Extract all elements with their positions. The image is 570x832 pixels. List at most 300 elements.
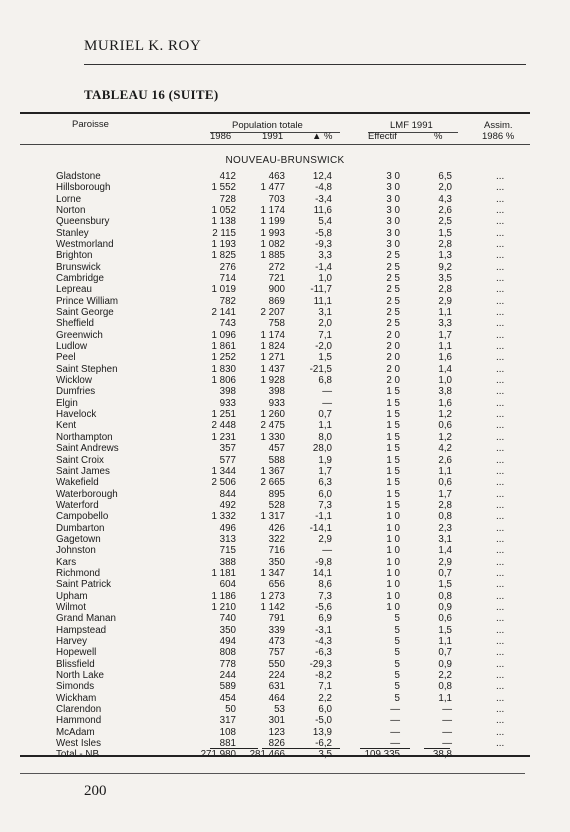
cell-pct: -1,4 [315, 261, 332, 273]
cell-lmf: — [442, 715, 452, 727]
cell-lmf: 0,7 [438, 647, 452, 659]
cell-lmf: 3,3 [438, 318, 452, 330]
cell-lmf: 2,9 [438, 556, 452, 568]
cell-lmf: 2,3 [438, 522, 452, 534]
cell-asm: ... [496, 329, 505, 341]
cell-name: Hopewell [56, 647, 97, 659]
cell-eff: 2 0 [386, 375, 400, 387]
table-row [0, 511, 570, 522]
cell-p91: 1 437 [260, 363, 285, 375]
cell-p91: 900 [268, 284, 285, 296]
cell-name: Greenwich [56, 329, 103, 341]
running-header-author: MURIEL K. ROY [84, 38, 202, 54]
cell-name: Cambridge [56, 273, 104, 285]
col-head-lmf-pct: % [434, 131, 443, 142]
cell-asm: ... [496, 295, 505, 307]
cell-asm: ... [496, 579, 505, 591]
cell-pct: -14,1 [309, 522, 332, 534]
cell-p91: 426 [268, 522, 285, 534]
cell-p86: 1 344 [211, 465, 236, 477]
cell-name: Dumfries [56, 386, 96, 398]
cell-pct: -9,8 [315, 556, 332, 568]
cell-lmf: 0,6 [438, 420, 452, 432]
table-row [0, 307, 570, 318]
table-row [0, 216, 570, 227]
cell-eff: 5 [394, 647, 400, 659]
cell-name: Northampton [56, 431, 113, 443]
cell-name: Gladstone [56, 171, 101, 182]
cell-lmf: 2,6 [438, 454, 452, 466]
cell-eff: 1 0 [386, 522, 400, 534]
cell-pct: 12,4 [312, 171, 332, 182]
cell-p91: 1 174 [260, 329, 285, 341]
cell-p86: 778 [219, 658, 236, 670]
cell-lmf: 3,5 [438, 273, 452, 285]
cell-eff: 1 0 [386, 567, 400, 579]
cell-lmf: 2,6 [438, 205, 452, 217]
cell-asm: ... [496, 681, 505, 693]
cell-eff: 1 5 [386, 420, 400, 432]
cell-pct: 3,3 [318, 250, 332, 262]
cell-p91: 1 273 [260, 590, 285, 602]
cell-pct: 2,0 [318, 318, 332, 330]
table-row [0, 375, 570, 386]
cell-p86: 1 861 [211, 341, 236, 353]
cell-p86: 740 [219, 613, 236, 625]
cell-eff: 1 5 [386, 499, 400, 511]
cell-asm: ... [496, 692, 505, 704]
cell-p86: 2 448 [211, 420, 236, 432]
table-row [0, 171, 570, 182]
cell-lmf: 0,8 [438, 511, 452, 523]
cell-pct: 6,0 [318, 488, 332, 500]
cell-p91: 2 475 [260, 420, 285, 432]
cell-asm: ... [496, 363, 505, 375]
table-bottom-rule [20, 755, 530, 757]
cell-asm: ... [496, 703, 505, 715]
cell-lmf: 4,3 [438, 193, 452, 205]
table-row [0, 523, 570, 534]
cell-p86: 808 [219, 647, 236, 659]
cell-pct: 13,9 [312, 726, 332, 738]
cell-pct: 1,0 [318, 273, 332, 285]
cell-asm: ... [496, 545, 505, 557]
table-row [0, 636, 570, 647]
cell-p86: 357 [219, 443, 236, 455]
col-head-1986: 1986 [210, 131, 232, 142]
cell-lmf: 1,5 [438, 579, 452, 591]
cell-asm: ... [496, 250, 505, 262]
cell-name: Saint Patrick [56, 579, 111, 591]
cell-lmf: 1,5 [438, 624, 452, 636]
cell-p86: 2 115 [212, 227, 236, 239]
total-rule [424, 748, 450, 749]
cell-eff: — [390, 726, 400, 738]
cell-pct: 0,7 [318, 409, 332, 421]
cell-lmf: — [442, 726, 452, 738]
cell-name: Hammond [56, 715, 102, 727]
cell-pct: -3,1 [315, 624, 332, 636]
cell-name: Campobello [56, 511, 109, 523]
cell-p91: 1 824 [260, 341, 285, 353]
cell-asm: ... [496, 443, 505, 455]
cell-p91: 656 [268, 579, 285, 591]
cell-pct: 8,0 [318, 431, 332, 443]
cell-p86: 496 [219, 522, 236, 534]
table-row [0, 489, 570, 500]
cell-eff: — [390, 715, 400, 727]
cell-pct: 6,3 [318, 477, 332, 489]
cell-pct: -4,8 [315, 182, 332, 194]
cell-eff: — [390, 738, 400, 749]
cell-lmf: 4,2 [438, 443, 452, 455]
cell-lmf: 1,6 [438, 397, 452, 409]
table-top-rule [20, 112, 530, 114]
table-row [0, 398, 570, 409]
cell-name: Norton [56, 205, 86, 217]
cell-name: Saint Andrews [56, 443, 119, 455]
cell-pct: -21,5 [309, 363, 332, 375]
cell-asm: ... [496, 624, 505, 636]
cell-eff: 1 0 [386, 590, 400, 602]
cell-asm: ... [496, 216, 505, 228]
cell-pct: -9,3 [315, 239, 332, 251]
cell-lmf: 0,8 [438, 590, 452, 602]
table-row [0, 545, 570, 556]
cell-asm: ... [496, 341, 505, 353]
col-head-1991: 1991 [262, 131, 284, 142]
cell-eff: 2 0 [386, 363, 400, 375]
cell-lmf: 0,9 [438, 601, 452, 613]
cell-p91: 716 [268, 545, 285, 557]
table-row [0, 250, 570, 261]
cell-asm: ... [496, 239, 505, 251]
cell-p86: 728 [219, 193, 236, 205]
cell-eff: 1 5 [386, 397, 400, 409]
cell-pct: 2,2 [318, 692, 332, 704]
cell-p86: 1 186 [211, 590, 236, 602]
table-row [0, 466, 570, 477]
cell-pct: 1,7 [318, 465, 332, 477]
cell-eff: 3 0 [386, 216, 400, 228]
cell-name: Clarendon [56, 703, 102, 715]
cell-p86: 1 210 [211, 601, 236, 613]
table-row [0, 568, 570, 579]
cell-lmf: 1,0 [438, 375, 452, 387]
cell-lmf: 2,9 [438, 295, 452, 307]
cell-lmf: 1,7 [438, 488, 452, 500]
col-head-effectif: Effectif [368, 131, 397, 142]
cell-pct: 6,8 [318, 375, 332, 387]
cell-asm: ... [496, 273, 505, 285]
cell-pct: -3,4 [315, 193, 332, 205]
cell-p86: 1 251 [211, 409, 236, 421]
cell-p86: 50 [225, 703, 236, 715]
cell-lmf: 1,1 [438, 341, 452, 353]
cell-p91: 826 [268, 738, 285, 749]
cell-asm: ... [496, 738, 505, 749]
cell-p91: 1 330 [260, 431, 285, 443]
cell-name: Peel [56, 352, 76, 364]
cell-eff: 2 5 [386, 250, 400, 262]
cell-p86: 2 506 [211, 477, 236, 489]
cell-lmf: 1,2 [438, 409, 452, 421]
cell-p86: 844 [219, 488, 236, 500]
cell-eff: 3 0 [386, 239, 400, 251]
cell-name: Hillsborough [56, 182, 111, 194]
col-head-population-totale: Population totale [232, 120, 303, 131]
cell-p86: 1 252 [211, 352, 236, 364]
total-rule [300, 748, 340, 749]
cell-pct: — [322, 386, 332, 398]
cell-p86: 271 980 [200, 749, 236, 761]
cell-pct: 28,0 [312, 443, 332, 455]
cell-p91: 1 885 [260, 250, 285, 262]
cell-eff: 1 5 [386, 431, 400, 443]
cell-name: Brunswick [56, 261, 101, 273]
cell-asm: ... [496, 182, 505, 194]
cell-p91: 1 174 [260, 205, 285, 217]
table-row [0, 591, 570, 602]
cell-asm: ... [496, 556, 505, 568]
cell-p86: 398 [219, 386, 236, 398]
cell-p91: 1 142 [260, 601, 285, 613]
cell-name: Wickham [56, 692, 97, 704]
cell-p86: 494 [219, 635, 236, 647]
cell-pct: 2,9 [318, 533, 332, 545]
table-row [0, 182, 570, 193]
cell-p86: 1 181 [211, 567, 236, 579]
cell-asm: ... [496, 205, 505, 217]
cell-asm: ... [496, 533, 505, 545]
cell-name: Dumbarton [56, 522, 105, 534]
table-row [0, 715, 570, 726]
cell-name: Wicklow [56, 375, 92, 387]
cell-asm: ... [496, 613, 505, 625]
cell-p91: 1 347 [260, 567, 285, 579]
cell-p91: 53 [274, 703, 285, 715]
cell-pct: 7,3 [318, 590, 332, 602]
cell-p91: 528 [268, 499, 285, 511]
cell-p91: 1 199 [260, 216, 285, 228]
table-row [0, 557, 570, 568]
cell-asm: ... [496, 488, 505, 500]
cell-asm: ... [496, 726, 505, 738]
cell-p86: 454 [219, 692, 236, 704]
cell-lmf: 3,8 [438, 386, 452, 398]
cell-eff: 1 5 [386, 477, 400, 489]
cell-p86: 412 [219, 171, 236, 182]
cell-asm: ... [496, 171, 505, 182]
cell-asm: ... [496, 386, 505, 398]
cell-name: Johnston [56, 545, 96, 557]
cell-lmf: 1,6 [438, 352, 452, 364]
cell-name: Saint George [56, 307, 114, 319]
cell-pct: 3,1 [318, 307, 332, 319]
cell-lmf: 1,1 [438, 307, 452, 319]
cell-eff: 5 [394, 658, 400, 670]
page-number: 200 [84, 783, 107, 799]
cell-p91: 350 [268, 556, 285, 568]
cell-p91: 588 [268, 454, 285, 466]
cell-name: Saint James [56, 465, 110, 477]
cell-pct: -11,7 [310, 284, 332, 296]
cell-asm: ... [496, 635, 505, 647]
cell-asm: ... [496, 193, 505, 205]
table-row [0, 670, 570, 681]
cell-name: Havelock [56, 409, 97, 421]
cell-asm: ... [496, 477, 505, 489]
table-row [0, 386, 570, 397]
cell-p86: 492 [219, 499, 236, 511]
cell-lmf: 2,8 [438, 239, 452, 251]
cell-p91: 869 [268, 295, 285, 307]
cell-p86: 108 [219, 726, 236, 738]
cell-pct: — [322, 545, 332, 557]
cell-name: McAdam [56, 726, 95, 738]
cell-eff: 2 5 [386, 261, 400, 273]
cell-eff: 109 335 [364, 749, 400, 761]
cell-p91: 757 [268, 647, 285, 659]
cell-p91: 631 [268, 681, 285, 693]
cell-p91: 272 [268, 261, 285, 273]
cell-asm: ... [496, 420, 505, 432]
table-row [0, 602, 570, 613]
cell-eff: 1 0 [386, 601, 400, 613]
cell-pct: 3,5 [318, 749, 332, 761]
table-row [0, 443, 570, 454]
cell-pct: 1,5 [318, 352, 332, 364]
cell-p91: 1 317 [260, 511, 285, 523]
cell-pct: -8,2 [315, 669, 332, 681]
col-head-assim-year: 1986 % [482, 131, 515, 142]
cell-eff: 1 5 [386, 465, 400, 477]
cell-lmf: 1,4 [438, 545, 452, 557]
cell-p91: 322 [268, 533, 285, 545]
total-rule [210, 748, 258, 749]
cell-lmf: 1,4 [438, 363, 452, 375]
cell-name: Grand Manan [56, 613, 116, 625]
cell-p86: 1 806 [211, 375, 236, 387]
cell-lmf: — [442, 738, 452, 749]
table-row [0, 727, 570, 738]
cell-eff: 3 0 [386, 182, 400, 194]
cell-pct: -4,3 [315, 635, 332, 647]
cell-eff: 2 5 [386, 273, 400, 285]
cell-asm: ... [496, 522, 505, 534]
cell-eff: 3 0 [386, 227, 400, 239]
table-row [0, 477, 570, 488]
cell-eff: 3 0 [386, 193, 400, 205]
cell-p91: 463 [268, 171, 285, 182]
cell-p91: 721 [268, 273, 285, 285]
cell-name: Waterborough [56, 488, 118, 500]
table-row [0, 579, 570, 590]
cell-p86: 1 231 [211, 431, 236, 443]
cell-name: Stanley [56, 227, 89, 239]
table-row [0, 432, 570, 443]
cell-p86: 313 [219, 533, 236, 545]
cell-pct: 7,3 [318, 499, 332, 511]
cell-p86: 604 [219, 579, 236, 591]
cell-asm: ... [496, 499, 505, 511]
cell-p91: 224 [268, 669, 285, 681]
cell-asm: ... [496, 647, 505, 659]
cell-eff: 2 5 [386, 307, 400, 319]
cell-p91: 2 207 [260, 307, 285, 319]
cell-name: Harvey [56, 635, 88, 647]
cell-name: Sheffield [56, 318, 94, 330]
cell-lmf: 1,5 [438, 227, 452, 239]
cell-pct: -5,6 [315, 601, 332, 613]
cell-p86: 350 [219, 624, 236, 636]
cell-p86: 1 096 [211, 329, 236, 341]
table-row [0, 273, 570, 284]
cell-asm: ... [496, 375, 505, 387]
cell-eff: 2 0 [386, 352, 400, 364]
cell-eff: 1 0 [386, 533, 400, 545]
cell-eff: 3 0 [386, 171, 400, 182]
cell-pct: 7,1 [318, 329, 332, 341]
cell-p91: 339 [268, 624, 285, 636]
cell-p86: 1 332 [211, 511, 236, 523]
table-row [0, 296, 570, 307]
cell-eff: 1 5 [386, 386, 400, 398]
cell-asm: ... [496, 465, 505, 477]
cell-pct: 5,4 [318, 216, 332, 228]
col-head-assim: Assim. [484, 120, 513, 131]
cell-lmf: 3,1 [438, 533, 452, 545]
table-row [0, 704, 570, 715]
cell-lmf: 0,6 [438, 477, 452, 489]
cell-eff: 5 [394, 635, 400, 647]
cell-p91: 301 [268, 715, 285, 727]
cell-p91: 791 [268, 613, 285, 625]
cell-name: Ludlow [56, 341, 88, 353]
cell-eff: 3 0 [386, 205, 400, 217]
footer-rule [20, 773, 525, 774]
cell-lmf: — [442, 703, 452, 715]
cell-asm: ... [496, 227, 505, 239]
table-row [0, 262, 570, 273]
cell-eff: 1 0 [386, 556, 400, 568]
cell-pct: 6,9 [318, 613, 332, 625]
cell-lmf: 2,8 [438, 284, 452, 296]
cell-p86: 881 [219, 738, 236, 749]
cell-name: Brighton [56, 250, 93, 262]
cell-pct: -29,3 [309, 658, 332, 670]
cell-lmf: 2,8 [438, 499, 452, 511]
cell-name: North Lake [56, 669, 104, 681]
cell-p91: 933 [268, 397, 285, 409]
cell-pct: — [322, 397, 332, 409]
cell-lmf: 6,5 [438, 171, 452, 182]
table-row [0, 647, 570, 658]
header-rule [84, 64, 526, 65]
cell-p86: 933 [219, 397, 236, 409]
cell-p86: 1 552 [211, 182, 236, 194]
cell-asm: ... [496, 409, 505, 421]
cell-p86: 244 [219, 669, 236, 681]
cell-p86: 1 052 [211, 205, 236, 217]
cell-p91: 473 [268, 635, 285, 647]
cell-lmf: 2,5 [438, 216, 452, 228]
table-row [0, 409, 570, 420]
table-row [0, 341, 570, 352]
cell-asm: ... [496, 397, 505, 409]
cell-lmf: 0,9 [438, 658, 452, 670]
cell-name: Waterford [56, 499, 99, 511]
